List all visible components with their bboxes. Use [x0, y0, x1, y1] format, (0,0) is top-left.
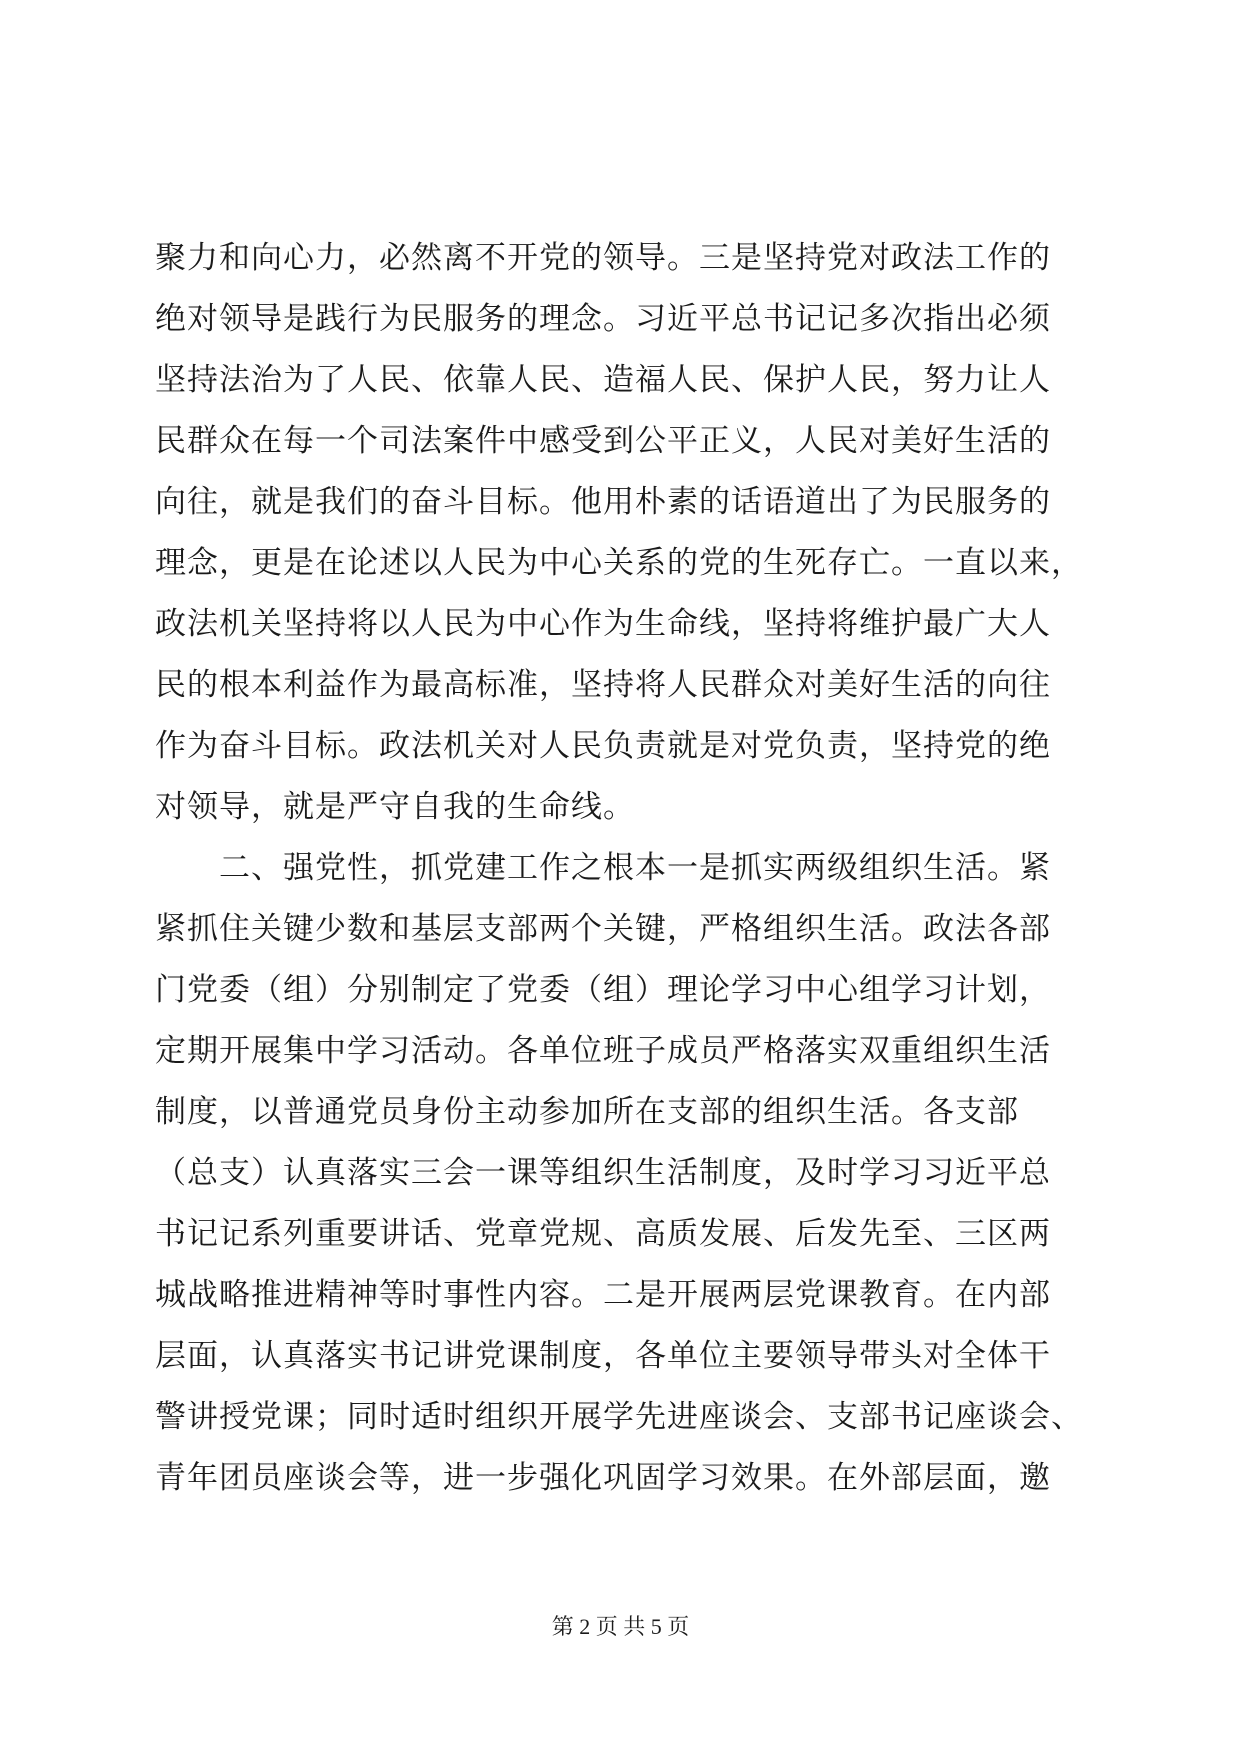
- text-line: 书记记系列重要讲话、党章党规、高质发展、后发先至、三区两: [155, 1216, 1051, 1252]
- text-line: （总支）认真落实三会一课等组织生活制度，及时学习习近平总: [155, 1155, 1051, 1191]
- text-line: 坚持法治为了人民、依靠人民、造福人民、保护人民，努力让人: [155, 362, 1051, 398]
- text-line: 作为奋斗目标。政法机关对人民负责就是对党负责，坚持党的绝: [155, 728, 1051, 764]
- text-line: 制度，以普通党员身份主动参加所在支部的组织生活。各支部: [155, 1094, 1019, 1130]
- text-line: 对领导，就是严守自我的生命线。: [155, 789, 635, 825]
- text-line: 定期开展集中学习活动。各单位班子成员严格落实双重组织生活: [155, 1033, 1051, 1069]
- document-body: [155, 228, 1095, 1509]
- section-heading-line: 二、强党性，抓党建工作之根本一是抓实两级组织生活。紧: [155, 850, 1051, 886]
- text-line: 青年团员座谈会等，进一步强化巩固学习效果。在外部层面，邀: [155, 1460, 1051, 1496]
- text-line: 向往，就是我们的奋斗目标。他用朴素的话语道出了为民服务的: [155, 484, 1051, 520]
- text-line: 层面，认真落实书记讲党课制度，各单位主要领导带头对全体干: [155, 1338, 1051, 1374]
- text-line: 聚力和向心力，必然离不开党的领导。三是坚持党对政法工作的: [155, 240, 1051, 276]
- text-line: 绝对领导是践行为民服务的理念。习近平总书记记多次指出必须: [155, 301, 1051, 337]
- text-line: 城战略推进精神等时事性内容。二是开展两层党课教育。在内部: [155, 1277, 1051, 1313]
- text-line: 理念，更是在论述以人民为中心关系的党的生死存亡。一直以来，: [155, 545, 1083, 581]
- text-line: 门党委（组）分别制定了党委（组）理论学习中心组学习计划，: [155, 972, 1051, 1008]
- text-line: 政法机关坚持将以人民为中心作为生命线，坚持将维护最广大人: [155, 606, 1051, 642]
- text-line: 紧抓住关键少数和基层支部两个关键，严格组织生活。政法各部: [155, 911, 1051, 947]
- text-line: 民群众在每一个司法案件中感受到公平正义，人民对美好生活的: [155, 423, 1051, 459]
- page-number-footer: 第 2 页 共 5 页: [551, 1614, 690, 1639]
- text-line: 警讲授党课；同时适时组织开展学先进座谈会、支部书记座谈会、: [155, 1399, 1083, 1435]
- text-line: 民的根本利益作为最高标准，坚持将人民群众对美好生活的向往: [155, 667, 1051, 703]
